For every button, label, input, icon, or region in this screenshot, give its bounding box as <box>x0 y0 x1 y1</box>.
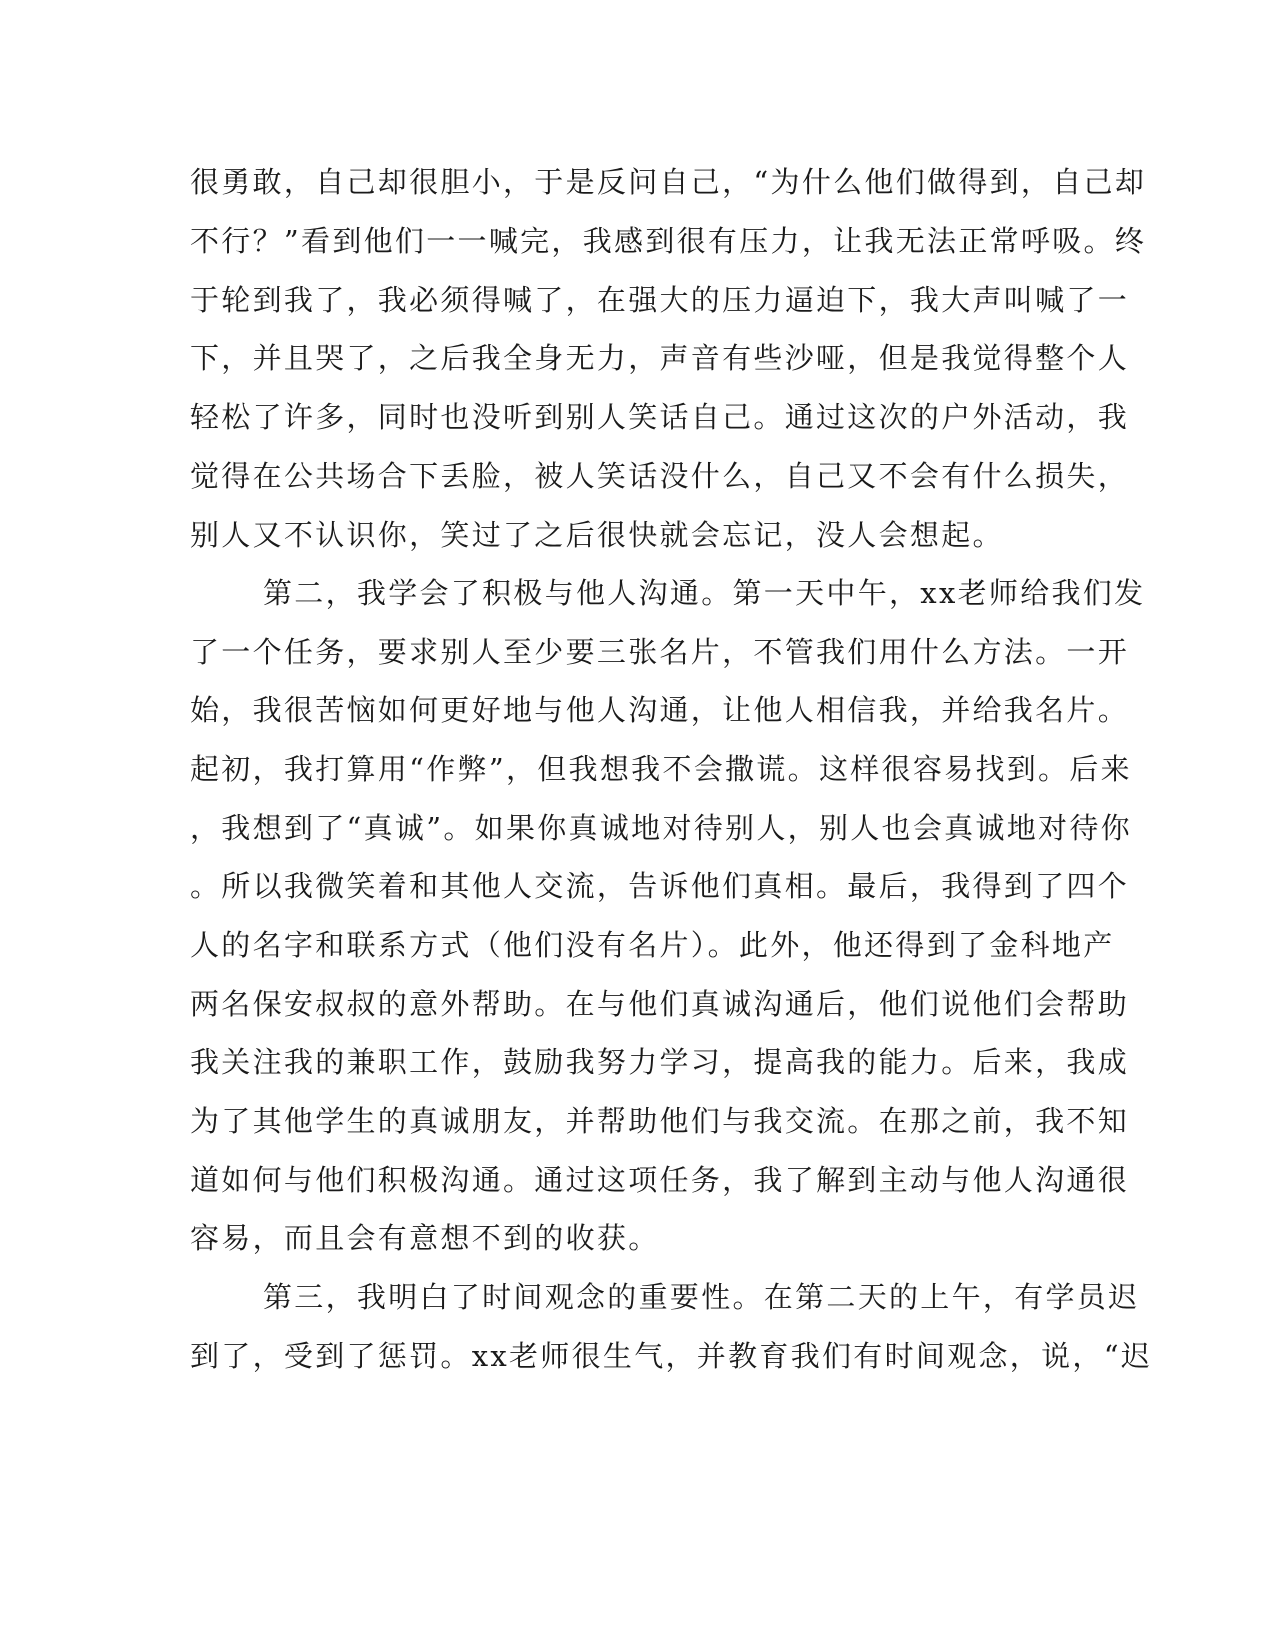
text-line: 于轮到我了，我必须得喊了，在强大的压力逼迫下，我大声叫喊了一 <box>190 283 1130 317</box>
text-line: 到了，受到了惩罚。xx老师很生气，并教育我们有时间观念，说，“迟 <box>190 1339 1153 1373</box>
paragraph-start-line: 第三，我明白了时间观念的重要性。在第二天的上午，有学员迟 <box>263 1280 1140 1314</box>
text-line: 道如何与他们积极沟通。通过这项任务，我了解到主动与他人沟通很 <box>190 1163 1130 1197</box>
text-line: 人的名字和联系方式（他们没有名片）。此外，他还得到了金科地产 <box>190 928 1115 962</box>
text-line: 别人又不认识你，笑过了之后很快就会忘记，没人会想起。 <box>190 518 1004 552</box>
text-line: 我关注我的兼职工作，鼓励我努力学习，提高我的能力。后来，我成 <box>190 1045 1130 1079</box>
text-line: 始，我很苦恼如何更好地与他人沟通，让他人相信我，并给我名片。 <box>190 693 1130 727</box>
text-line: 。所以我微笑着和其他人交流，告诉他们真相。最后，我得到了四个 <box>190 869 1130 903</box>
text-line: 轻松了许多，同时也没听到别人笑话自己。通过这次的户外活动，我 <box>190 400 1130 434</box>
text-line: 容易，而且会有意想不到的收获。 <box>190 1221 660 1255</box>
text-line: 很勇敢，自己却很胆小，于是反问自己，“为什么他们做得到，自己却 <box>190 165 1147 199</box>
text-line: 两名保安叔叔的意外帮助。在与他们真诚沟通后，他们说他们会帮助 <box>190 987 1130 1021</box>
paragraph-start-line: 第二，我学会了积极与他人沟通。第一天中午，xx老师给我们发 <box>263 576 1146 610</box>
text-line: 下，并且哭了，之后我全身无力，声音有些沙哑，但是我觉得整个人 <box>190 341 1130 375</box>
text-line: 不行？”看到他们一一喊完，我感到很有压力，让我无法正常呼吸。终 <box>190 224 1147 258</box>
text-line: 了一个任务，要求别人至少要三张名片，不管我们用什么方法。一开 <box>190 635 1130 669</box>
text-line: 为了其他学生的真诚朋友，并帮助他们与我交流。在那之前，我不知 <box>190 1104 1130 1138</box>
text-line: 觉得在公共场合下丢脸，被人笑话没什么，自己又不会有什么损失， <box>190 459 1130 493</box>
text-line: ，我想到了“真诚”。如果你真诚地对待别人，别人也会真诚地对待你 <box>190 811 1132 845</box>
text-line: 起初，我打算用“作弊”，但我想我不会撒谎。这样很容易找到。后来 <box>190 752 1132 786</box>
